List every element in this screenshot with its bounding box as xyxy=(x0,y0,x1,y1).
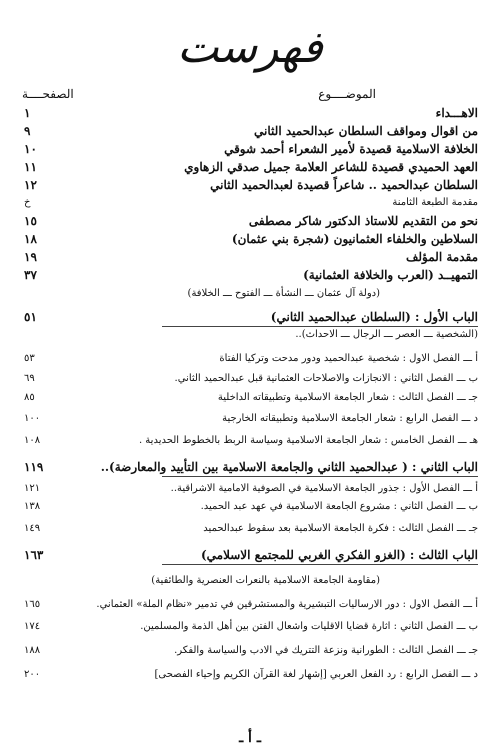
toc-row-text: أ ـــ الفصل الاول : شخصية عبدالحميد ودور مدحت وتركيا الفتاة xyxy=(219,353,478,364)
toc-row xyxy=(0,140,500,158)
toc-row xyxy=(0,666,500,684)
toc-subtitle-row xyxy=(0,326,500,344)
toc-row-page: ٥١ xyxy=(24,310,37,324)
toc-row xyxy=(0,370,500,388)
toc-row-text: الباب الثالث : (الغزو الفكري الغربي للمجتمع الاسلامي) xyxy=(162,546,478,565)
toc-row-text: التمهيــد (العرب والخلافة العثمانية) xyxy=(303,268,478,282)
page-number-footer: ـ أ ـ xyxy=(239,730,261,746)
toc-row-text: جـ ـــ الفصل الثالث : الطورانية ونزعة التتريك في الادب والسياسة والفكر. xyxy=(174,645,478,656)
toc-row-text: هـ ـــ الفصل الخامس : شعار الجامعة الاسلامية وسياسة الربط بالخطوط الحديدية . xyxy=(138,435,478,446)
toc-row-text: (الشخصية ـــ العصر ـــ الرجال ـــ الاحداث).. xyxy=(295,329,478,340)
toc-subtitle-row xyxy=(0,285,500,303)
toc-row-page: ١٠٠ xyxy=(24,413,41,424)
toc-row-page: ١٨ xyxy=(24,232,37,246)
toc-row-text: الباب الأول : (السلطان عبدالحميد الثاني) xyxy=(162,308,478,327)
toc-row xyxy=(0,122,500,140)
toc-row-text: من اقوال ومواقف السلطان عبدالحميد الثاني xyxy=(254,124,478,138)
toc-row-text: الباب الثاني : ( عبدالحميد الثاني والجامعة الاسلامية بين التأييد والمعارضة).. xyxy=(162,458,478,477)
toc-subtitle-row xyxy=(0,572,500,590)
toc-row xyxy=(0,194,500,212)
toc-row-text: (دولة آل عثمان ـــ النشأة ـــ الفتوح ـــ الخلافة) xyxy=(187,288,380,299)
toc-row xyxy=(0,266,500,284)
toc-row-page: ١١٩ xyxy=(24,460,44,474)
toc-row-page: خ xyxy=(24,197,31,208)
toc-row xyxy=(0,248,500,266)
toc-row-text: ب ـــ الفصل الثاني : الانجازات والاصلاحات العثمانية قبل عبدالحميد الثاني. xyxy=(174,373,478,384)
toc-row-text: العهد الحميدي قصيدة للشاعر العلامة جميل صدقي الزهاوي xyxy=(184,160,478,174)
toc-row-text: مقدمة المؤلف xyxy=(405,250,478,264)
toc-row xyxy=(0,642,500,660)
toc-row xyxy=(0,158,500,176)
toc-row xyxy=(0,176,500,194)
toc-row-page: ١٥ xyxy=(24,214,37,228)
toc-row-text: السلطان عبدالحميد .. شاعراً قصيدة لعبدالحميد الثاني xyxy=(210,178,478,192)
toc-row-text: (مقاومة الجامعة الاسلامية بالنعرات العنصرية والطائفية) xyxy=(151,575,380,586)
toc-row-text: ب ـــ الفصل الثاني : اثارة قضايا الاقليات واشعال الفتن بين أهل الذمة والمسلمين. xyxy=(140,621,478,632)
toc-row-text: الخلافة الاسلامية قصيدة لأمير الشعراء أحمد شوقي xyxy=(224,142,478,156)
toc-row-page: ١١ xyxy=(24,160,37,174)
toc-row-text: نحو من التقديم للاستاذ الدكتور شاكر مصطفى xyxy=(248,214,478,228)
toc-row xyxy=(0,480,500,498)
toc-row-page: ١٨٨ xyxy=(24,645,41,656)
toc-row-page: ١٢١ xyxy=(24,483,41,494)
toc-row-page: ١٤٩ xyxy=(24,523,41,534)
toc-row-page: ١ xyxy=(24,106,31,120)
toc-row xyxy=(0,410,500,428)
toc-row xyxy=(0,596,500,614)
toc-row-text: ب ـــ الفصل الثاني : مشروع الجامعة الاسلامية في عهد عبد الحميد. xyxy=(200,501,478,512)
page-column-header: الصفحــــة xyxy=(22,87,74,101)
toc-row xyxy=(0,212,500,230)
toc-row xyxy=(0,546,500,564)
toc-row-page: ٨٥ xyxy=(24,392,35,403)
toc-row-text: السلاطين والخلفاء العثمانيون (شجرة بني عثمان) xyxy=(231,232,478,246)
topic-column-header: الموضــــوع xyxy=(318,87,376,101)
toc-row-text: أ ـــ الفصل الأول : جذور الجامعة الاسلامية في الصوفية الامامية الاشراقية.. xyxy=(170,483,478,494)
toc-row-page: ١٧٤ xyxy=(24,621,41,632)
toc-row xyxy=(0,618,500,636)
toc-row xyxy=(0,432,500,450)
toc-row-text: جـ ـــ الفصل الثالث : فكرة الجامعة الاسلامية بعد سقوط عبدالحميد xyxy=(203,523,478,534)
toc-row-text: جـ ـــ الفصل الثالث : شعار الجامعة الاسلامية وتطبيقاته الداخلية xyxy=(217,392,478,403)
toc-row-page: ٩ xyxy=(24,124,31,138)
toc-row xyxy=(0,458,500,476)
toc-row xyxy=(0,308,500,326)
toc-row-text: أ ـــ الفصل الاول : دور الارساليات التبشيرية والمستشرقين في تدمير «نظام الملة» العثماني. xyxy=(96,599,478,610)
toc-row-page: ١٠ xyxy=(24,142,37,156)
toc-row-text: الاهـــداء xyxy=(435,106,478,120)
toc-row-text: مقدمة الطبعة الثامنة xyxy=(392,197,478,208)
toc-row xyxy=(0,104,500,122)
toc-row-page: ١٢ xyxy=(24,178,37,192)
toc-row-page: ٥٣ xyxy=(24,353,35,364)
toc-row-page: ١٣٨ xyxy=(24,501,41,512)
toc-row-page: ٢٠٠ xyxy=(24,669,41,680)
toc-row xyxy=(0,230,500,248)
toc-row-page: ٦٩ xyxy=(24,373,35,384)
toc-row-text: د ـــ الفصل الرابع : شعار الجامعة الاسلامية وتطبيقاته الخارجية xyxy=(222,413,478,424)
toc-row xyxy=(0,389,500,407)
page-title: فهرست xyxy=(177,22,323,73)
toc-row-page: ٣٧ xyxy=(24,268,37,282)
toc-row-page: ١٦٣ xyxy=(24,548,44,562)
toc-row-text: د ـــ الفصل الرابع : رد الفعل العربي [إشهار لغة القرآن الكريم وإحياء الفصحى] xyxy=(154,669,478,680)
toc-row-page: ١٠٨ xyxy=(24,435,41,446)
toc-row xyxy=(0,350,500,368)
toc-row-page: ١٩ xyxy=(24,250,37,264)
toc-row xyxy=(0,498,500,516)
toc-row xyxy=(0,520,500,538)
toc-row-page: ١٦٥ xyxy=(24,599,41,610)
